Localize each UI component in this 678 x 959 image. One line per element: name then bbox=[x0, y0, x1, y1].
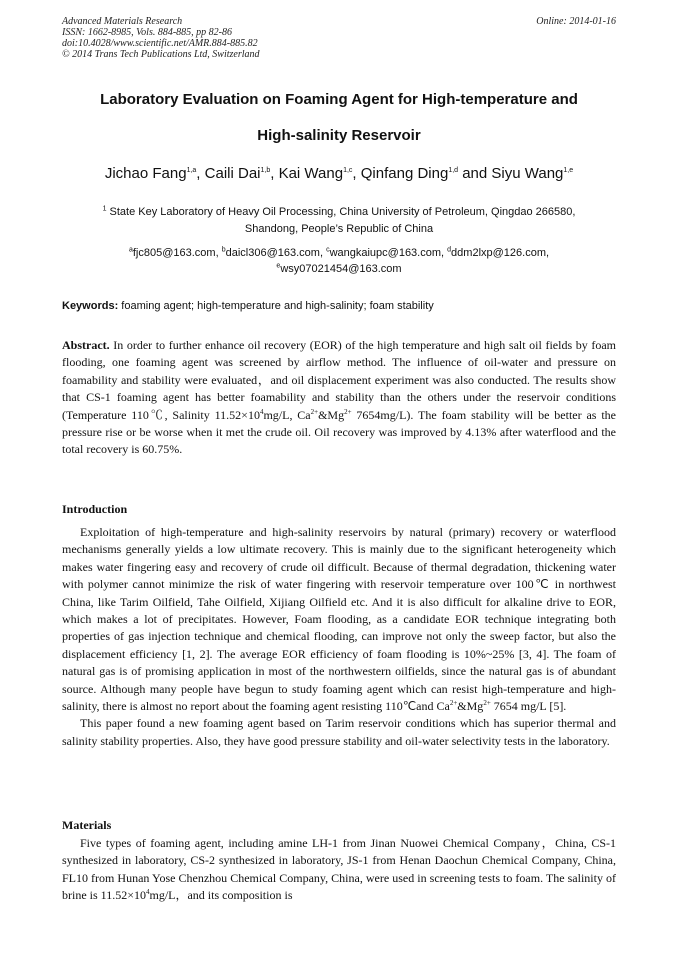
affiliation-text: State Key Laboratory of Heavy Oil Processing, China University of Petroleum, Qingdao 266580, bbox=[106, 206, 576, 218]
email-list bbox=[62, 245, 616, 277]
author-sup: 1,e bbox=[563, 167, 574, 174]
keywords bbox=[62, 300, 616, 312]
abstract-label: Abstract. bbox=[62, 338, 110, 352]
author-name: Qinfang Ding bbox=[360, 165, 449, 182]
author-separator: , bbox=[270, 165, 279, 182]
author-separator: , bbox=[352, 165, 361, 182]
email-line-2: $^e$wsy07021454@163.com bbox=[276, 262, 402, 275]
introduction-paragraph-1 bbox=[62, 524, 616, 715]
issn-line: ISSN: 1662-8985, Vols. 884-885, pp 82-86 bbox=[62, 27, 232, 38]
author-list bbox=[62, 165, 616, 182]
author-name: Kai Wang bbox=[278, 165, 344, 182]
materials-heading: Materials bbox=[62, 818, 112, 832]
keywords-text: foaming agent; high-temperature and high-salinity; foam stability bbox=[118, 300, 434, 312]
abstract-sup-1: 4 bbox=[259, 407, 264, 416]
journal-name: Advanced Materials Research bbox=[62, 16, 183, 27]
email-d: ddm2lxp@126.com bbox=[451, 247, 546, 259]
author-name: Siyu Wang bbox=[491, 165, 564, 182]
intro-text-3: 7654 mg/L [5]. bbox=[490, 699, 567, 714]
materials-body bbox=[62, 835, 616, 905]
keywords-label: Keywords: bbox=[62, 300, 119, 312]
abstract-paragraph bbox=[62, 337, 616, 459]
copyright-line: © 2014 Trans Tech Publications Ltd, Switzerland bbox=[62, 49, 260, 60]
intro-sup-1: 2+ bbox=[449, 699, 458, 708]
materials-text-1: Five types of foaming agent, including amine LH-1 from Jinan Nuowei Chemical Company，China, CS-1 synthesized in laboratory, CS-2 synthesized in laboratory, JS-1 from Henan Daochun Chemical Company, China, FL10 from Hunan Yose Chenzhou Chemical Company, China, were used in screening tests to foam. The salinity of brine is 11.52×10 bbox=[62, 836, 616, 903]
affiliation bbox=[62, 204, 616, 238]
affiliation-line-1 bbox=[62, 204, 616, 221]
abstract-sup-3: 2+ bbox=[344, 407, 352, 416]
abstract-text-4: 7654mg/L). The foam stability will be better as the pressure rise or be worse when it met the crude oil. Oil recovery was improved by 4.13% after waterflood and the total recovery is 60.75%. bbox=[62, 407, 616, 457]
intro-text-2: &Mg bbox=[457, 699, 484, 714]
introduction-body bbox=[62, 524, 616, 750]
affiliation-line-2: Shandong, People’s Republic of China bbox=[244, 223, 434, 235]
abstract-sup-2: 2+ bbox=[310, 407, 319, 416]
online-date: Online: 2014-01-16 bbox=[536, 16, 616, 27]
abstract-text-1: In order to further enhance oil recovery (EOR) of the high temperature and high salt oil fields by foam flooding, one foaming agent was screened by airflow method. The influence of oil-water and pressure on foamability and stability were evaluated，and oil displacement experiment was also conducted. The results show that CS-1 foaming agent has better foamability and stability than the others under the reservoir conditions (Temperature 110℃, Salinity 11.52×10 bbox=[62, 338, 616, 422]
intro-sup-2: 2+ bbox=[483, 699, 491, 708]
materials-text-2: mg/L，and its composition is bbox=[149, 888, 293, 903]
abstract-text-2: mg/L, Ca bbox=[263, 407, 311, 422]
affiliation-sup: 1 bbox=[102, 205, 107, 213]
intro-text-1: Exploitation of high-temperature and high-salinity reservoirs by natural (primary) recovery or waterflood mechanisms generally yields a low ultimate recovery. This is mainly due to the significant heterogeneity which makes water fingering easy and recovery of crude oil difficult. Because of thermal degradation, thickening water with polymer cannot minimize the risk of water fingering with reservoir temperature over 100℃ in northwest China, like Tarim Oilfield, Tahe Oilfield, Xijiang Oilfield etc. And it is also difficult for alkaline drive to EOR, which makes a lot of precipitates. However, Foam flooding, as a candidate EOR technique integrating both properties of gas injection technique and chemical flooding, can improve not only the sweep factor, but also the displacement efficiency [1, 2]. The average EOR efficiency of foam flooding is 10%~25% [3, 4]. The foam of natural gas is of promising application in most of the northwestern oilfields, since the natural gas is of abundant source. Although many people have begun to study foaming agent which can resist high-temperature and high-salinity, there is almost no report about the foaming agent resisting 110℃and Ca bbox=[62, 525, 616, 714]
author-name: Caili Dai bbox=[204, 165, 261, 182]
email-c: wangkaiupc@163.com bbox=[329, 247, 442, 259]
email-line-1: $^a$fjc805@163.com, $^b$daicl306@163.com, $^c$wangkaiupc@163.com, $^d$ddm2lxp@126.com, bbox=[128, 246, 550, 259]
introduction-paragraph-2: This paper found a new foaming agent based on Tarim reservoir conditions which has superior thermal and salinity stability properties. Also, they have good pressure stability and oil-water selectivity tests in the laboratory. bbox=[62, 716, 616, 748]
doi-line: doi:10.4028/www.scientific.net/AMR.884-885.82 bbox=[62, 38, 258, 49]
materials-paragraph-1 bbox=[62, 835, 616, 905]
author-separator: and bbox=[458, 165, 492, 182]
abstract-text-3: &Mg bbox=[318, 407, 345, 422]
email-a: fjc805@163.com bbox=[132, 247, 216, 259]
author-sup: 1,d bbox=[448, 167, 459, 174]
abstract bbox=[62, 337, 616, 459]
email-e: wsy07021454@163.com bbox=[280, 263, 402, 275]
paper-title-line-1: Laboratory Evaluation on Foaming Agent for High-temperature and bbox=[100, 91, 578, 108]
author-sup: 1,c bbox=[343, 167, 353, 174]
author-sup: 1,a bbox=[186, 167, 197, 174]
materials-sup-1: 4 bbox=[145, 888, 150, 897]
author-separator: , bbox=[196, 165, 205, 182]
author-sup: 1,b bbox=[260, 167, 271, 174]
author-name: Jichao Fang bbox=[104, 165, 187, 182]
paper-title-line-2: High-salinity Reservoir bbox=[257, 127, 421, 144]
introduction-heading: Introduction bbox=[62, 502, 128, 516]
email-b: daicl306@163.com bbox=[225, 247, 320, 259]
journal-header bbox=[62, 16, 260, 60]
